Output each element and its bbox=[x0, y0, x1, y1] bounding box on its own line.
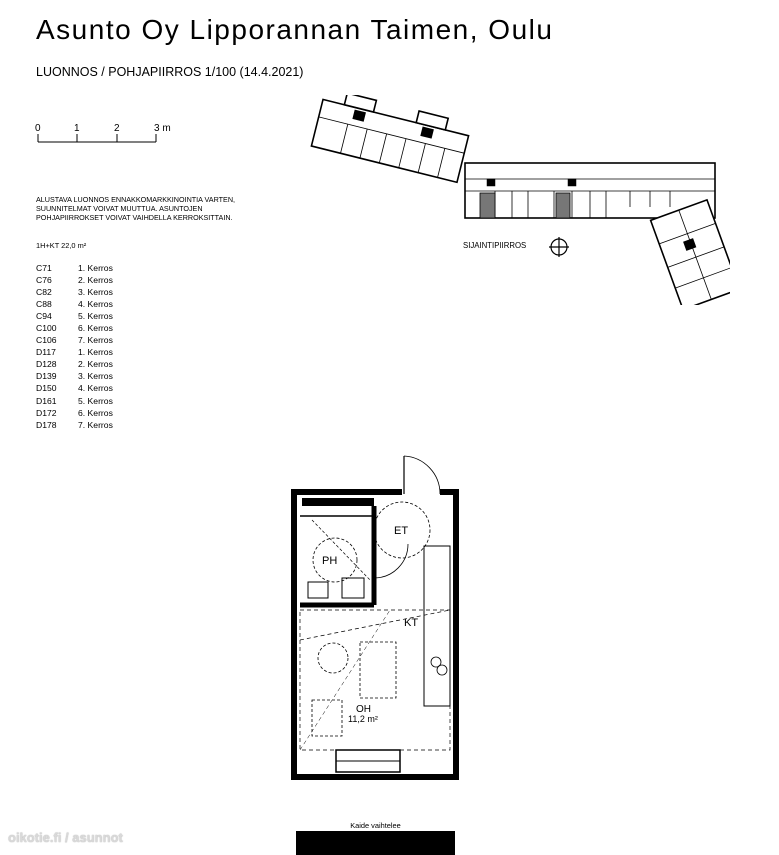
unit-floor: 6. Kerros bbox=[78, 407, 113, 418]
unit-row bbox=[36, 334, 113, 346]
unit-row bbox=[36, 286, 113, 298]
unit-code: C71 bbox=[36, 263, 52, 273]
room-label-entry: ET bbox=[394, 525, 409, 537]
unit-floor: 3. Kerros bbox=[78, 371, 113, 382]
unit-code: D161 bbox=[36, 395, 57, 406]
unit-row bbox=[36, 274, 113, 286]
scale-label-2: 2 bbox=[114, 123, 120, 134]
unit-code: D172 bbox=[36, 407, 57, 418]
unit-floor: 7. Kerros bbox=[78, 335, 113, 346]
unit-row bbox=[36, 358, 113, 370]
unit-floor: 5. Kerros bbox=[78, 311, 113, 322]
unit-code: D117 bbox=[36, 347, 56, 358]
site-plan-label: SIJAINTIPIIRROS bbox=[463, 241, 527, 250]
room-label-bathroom: PH bbox=[322, 555, 338, 567]
room-area-living: 11,2 m² bbox=[348, 714, 378, 724]
page-subtitle: LUONNOS / POHJAPIIRROS 1/100 (14.4.2021) bbox=[36, 65, 304, 79]
unit-floor: 4. Kerros bbox=[78, 383, 113, 394]
floor-plan bbox=[280, 450, 480, 780]
unit-row bbox=[36, 395, 113, 407]
balcony-railing bbox=[296, 820, 455, 855]
unit-floor: 6. Kerros bbox=[78, 323, 113, 334]
unit-code: D139 bbox=[36, 371, 57, 382]
unit-code: C94 bbox=[36, 311, 52, 322]
unit-row bbox=[36, 346, 113, 358]
scale-label-1: 1 bbox=[74, 123, 80, 134]
unit-row bbox=[36, 322, 113, 334]
unit-row bbox=[36, 407, 113, 419]
unit-floor: 1. Kerros bbox=[78, 263, 113, 273]
unit-code: D178 bbox=[36, 419, 57, 430]
scale-bar bbox=[30, 120, 190, 148]
unit-code: C106 bbox=[36, 335, 57, 346]
unit-row bbox=[36, 310, 113, 322]
scale-label-3: 3 m bbox=[154, 123, 171, 134]
unit-row bbox=[36, 262, 113, 274]
unit-floor: 2. Kerros bbox=[78, 275, 113, 286]
unit-floor: 7. Kerros bbox=[78, 419, 113, 430]
compass-icon bbox=[548, 236, 570, 258]
unit-floor: 4. Kerros bbox=[78, 299, 113, 310]
unit-code: D150 bbox=[36, 383, 57, 394]
unit-floor: 1. Kerros bbox=[78, 347, 113, 358]
room-label-kitchen: KT bbox=[404, 617, 419, 629]
unit-code: D128 bbox=[36, 359, 57, 370]
scale-label-0: 0 bbox=[35, 123, 41, 134]
unit-floor: 2. Kerros bbox=[78, 359, 113, 370]
unit-floor: 3. Kerros bbox=[78, 287, 113, 298]
site-plan bbox=[300, 95, 730, 305]
room-label-living: OH bbox=[356, 704, 371, 715]
page-title: Asunto Oy Lipporannan Taimen, Oulu bbox=[36, 14, 554, 45]
unit-code: C82 bbox=[36, 287, 52, 298]
disclaimer-note: ALUSTAVA LUONNOS ENNAKKOMARKKINOINTIA VARTEN, SUUNNITELMAT VOIVAT MUUTTUA. ASUNTOJEN POHJAPIIRROKSET VOIVAT VAIHDELLA KERROKSITTAIN. bbox=[36, 195, 236, 223]
unit-list bbox=[36, 262, 113, 431]
apartment-type: 1H+KT 22,0 m² bbox=[36, 241, 87, 250]
railing-bar bbox=[296, 831, 455, 855]
unit-row bbox=[36, 382, 113, 394]
unit-row bbox=[36, 370, 113, 382]
unit-floor: 5. Kerros bbox=[78, 395, 113, 406]
unit-row bbox=[36, 298, 113, 310]
unit-code: C100 bbox=[36, 323, 57, 334]
unit-row bbox=[36, 419, 113, 431]
unit-code: C88 bbox=[36, 299, 52, 310]
watermark: oikotie.fi / asunnot bbox=[8, 830, 123, 845]
unit-code: C76 bbox=[36, 275, 52, 286]
railing-note: Kaide vaihtelee bbox=[350, 821, 401, 830]
